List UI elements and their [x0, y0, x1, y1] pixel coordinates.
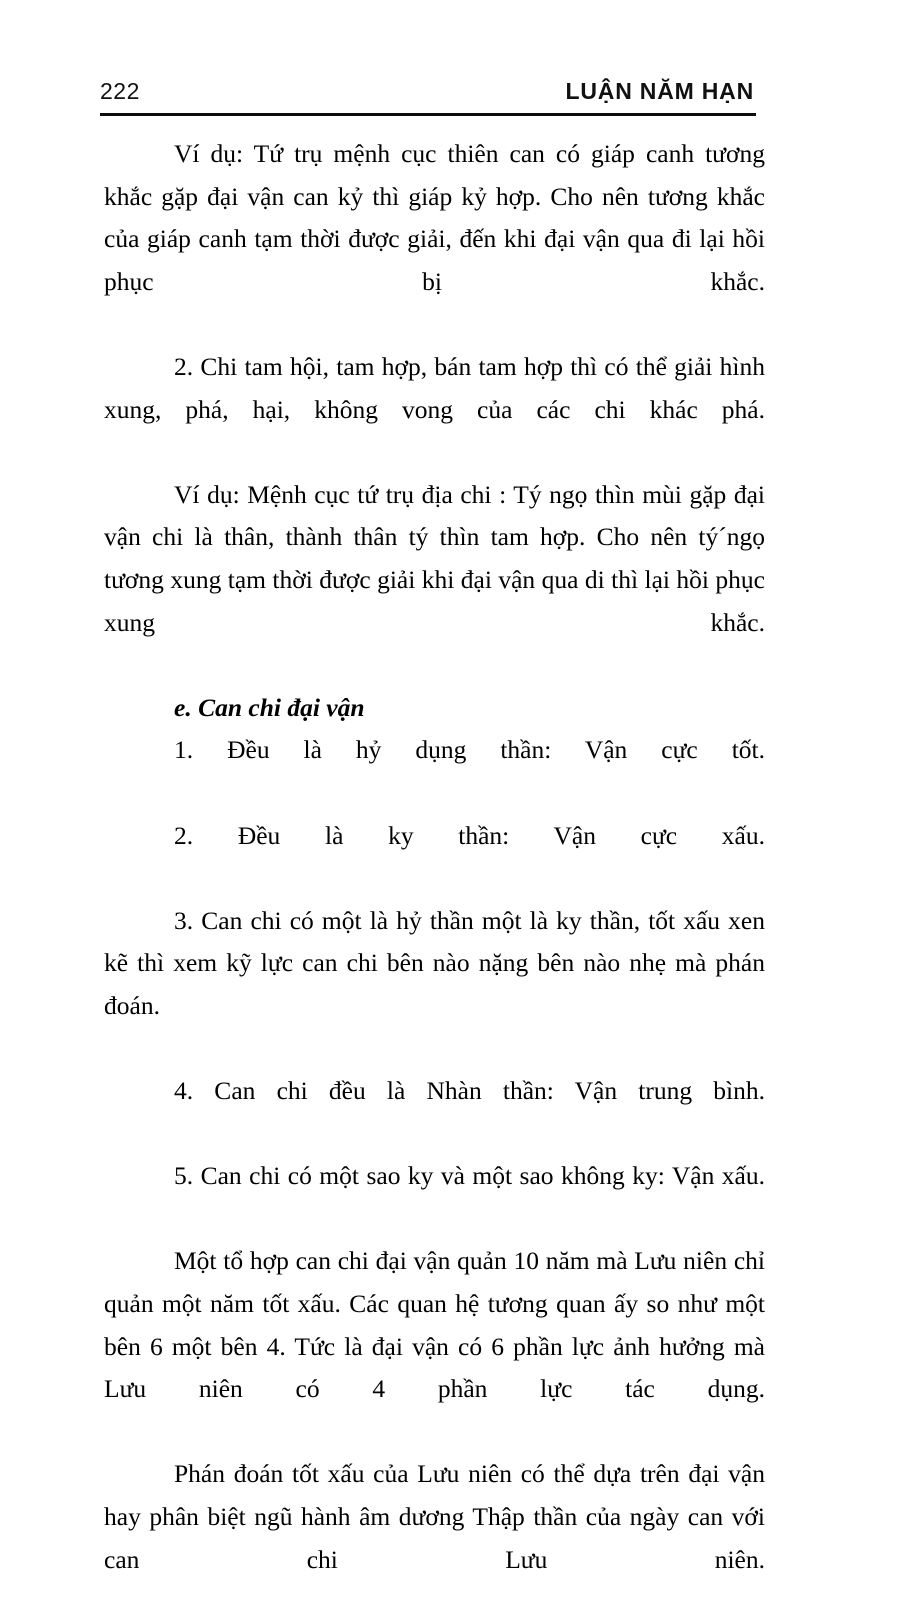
body-paragraph: 2. Chi tam hội, tam hợp, bán tam hợp thì có thể giải hình xung, phá, hại, không vong của các chi khác phá.: [104, 351, 765, 424]
body-paragraph: Phán đoán tốt xấu của Lưu niên có thể dựa trên đại vận hay phân biệt ngũ hành âm dương Thập thần của ngày can với can chi Lưu niên.: [104, 1459, 765, 1574]
body-paragraph: 5. Can chi có một sao ky và một sao không ky: Vận xấu.: [174, 1161, 765, 1191]
body-paragraph: Ví dụ: Tứ trụ mệnh cục thiên can có giáp canh tương khắc gặp đại vận can kỷ thì giáp kỷ hợp. Cho nên tương khắc của giáp canh tạm thời được giải, đến khi đại vận qua đi lại hồi phục bị khắc.: [104, 139, 765, 296]
body-paragraph: 3. Can chi có một là hỷ thần một là ky thần, tốt xấu xen kẽ thì xem kỹ lực can chi bên nào nặng bên nào nhẹ mà phán đoán.: [104, 905, 765, 1020]
running-head-title: LUẬN NĂM HẠN: [565, 78, 754, 104]
section-heading: e. Can chi đại vận: [174, 692, 365, 722]
body-paragraph: 4. Can chi đều là Nhàn thần: Vận trung bình.: [174, 1076, 765, 1106]
header-divider: [100, 113, 756, 116]
body-paragraph: Một tổ hợp can chi đại vận quản 10 năm mà Lưu niên chỉ quản một năm tốt xấu. Các quan hệ tương quan ấy so như một bên 6 một bên 4. Tức là đại vận có 6 phần lực ảnh hưởng mà Lưu niên có 4 phần lực tác dụng.: [104, 1246, 765, 1404]
running-head: [100, 78, 756, 105]
body-text-column: [104, 133, 765, 1624]
body-paragraph: 1. Đều là hỷ dụng thần: Vận cực tốt.: [174, 735, 765, 765]
page-number: 222: [100, 78, 140, 104]
body-paragraph: 2. Đều là ky thần: Vận cực xấu.: [174, 820, 765, 850]
body-paragraph: Ví dụ: Mệnh cục tứ trụ địa chi : Tý ngọ thìn mùi gặp đại vận chi là thân, thành thân tý thìn tam hợp. Cho nên tý´ngọ tương xung tạm thời được giải khi đại vận qua di thì lại hồi phục xung khắc.: [104, 479, 765, 637]
